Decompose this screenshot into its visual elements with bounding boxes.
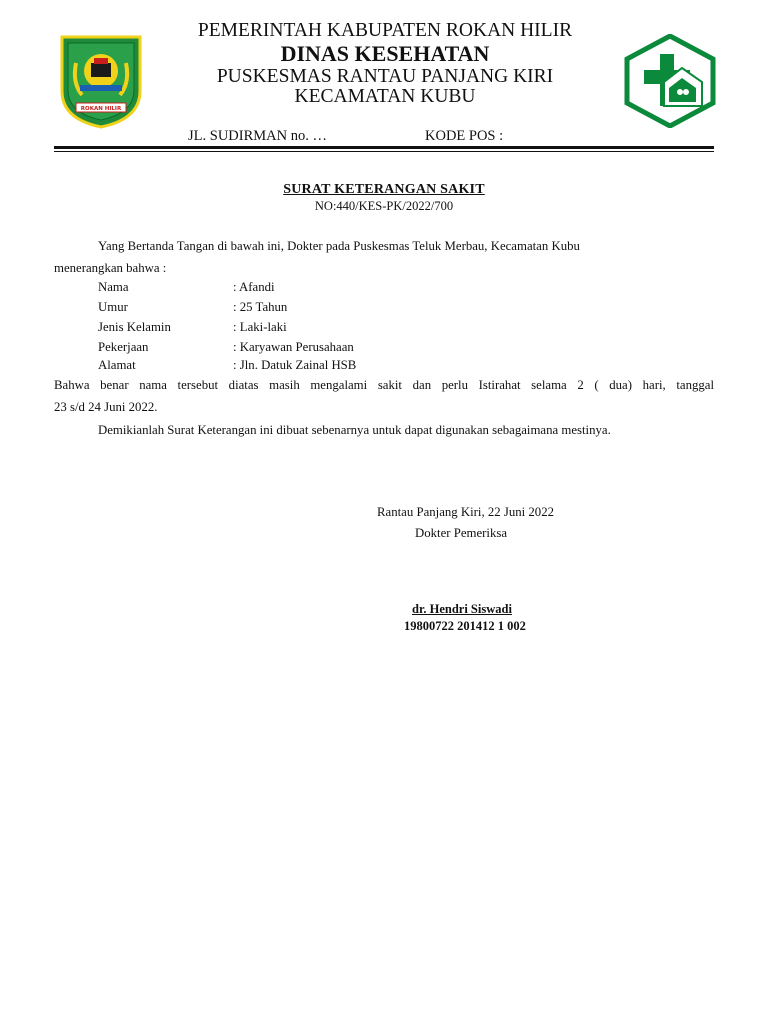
header-district: KECAMATAN KUBU	[294, 86, 476, 107]
closing-statement: Demikianlah Surat Keterangan ini dibuat sebenarnya untuk dapat digunakan sebagaimana mestinya.	[98, 423, 611, 437]
intro-line-2: menerangkan bahwa :	[54, 261, 167, 275]
field-value-occupation: : Karyawan Perusahaan	[233, 340, 354, 354]
letter-title: SURAT KETERANGAN SAKIT	[283, 182, 485, 197]
doctor-nip: 19800722 201412 1 002	[404, 619, 526, 633]
address-postal-code: KODE POS :	[425, 128, 504, 144]
field-value-address: : Jln. Datuk Zainal HSB	[233, 358, 357, 372]
address-street: JL. SUDIRMAN no. …	[188, 128, 327, 144]
field-label-age: Umur	[98, 300, 128, 314]
field-value-name: : Afandi	[233, 280, 275, 294]
header-government: PEMERINTAH KABUPATEN ROKAN HILIR	[197, 20, 573, 41]
header-divider-thick	[54, 146, 714, 149]
statement-line-1: Bahwa benar nama tersebut diatas masih mengalami sakit dan perlu Istirahat selama 2 ( dua) hari, tanggal	[54, 378, 714, 392]
field-label-gender: Jenis Kelamin	[98, 320, 171, 334]
header-puskesmas: PUSKESMAS RANTAU PANJANG KIRI	[216, 66, 554, 87]
puskesmas-logo-icon	[624, 34, 716, 128]
field-label-occupation: Pekerjaan	[98, 340, 149, 354]
header-divider-thin	[54, 151, 714, 152]
signature-role: Dokter Pemeriksa	[415, 526, 508, 540]
field-label-address: Alamat	[98, 358, 136, 372]
doctor-name: dr. Hendri Siswadi	[412, 602, 512, 616]
statement-line-2: 23 s/d 24 Juni 2022.	[54, 400, 158, 414]
rokan-hilir-emblem-icon	[58, 33, 144, 129]
field-label-name: Nama	[98, 280, 129, 294]
signature-place-date: Rantau Panjang Kiri, 22 Juni 2022	[377, 505, 555, 519]
emblem-label: ROKAN HILIR	[80, 106, 122, 112]
letter-number: NO:440/KES-PK/2022/700	[314, 199, 454, 213]
header-department: DINAS KESEHATAN	[280, 41, 490, 66]
field-value-gender: : Laki-laki	[233, 320, 287, 334]
field-value-age: : 25 Tahun	[233, 300, 288, 314]
intro-line-1: Yang Bertanda Tangan di bawah ini, Dokter pada Puskesmas Teluk Merbau, Kecamatan Kubu	[98, 239, 580, 253]
